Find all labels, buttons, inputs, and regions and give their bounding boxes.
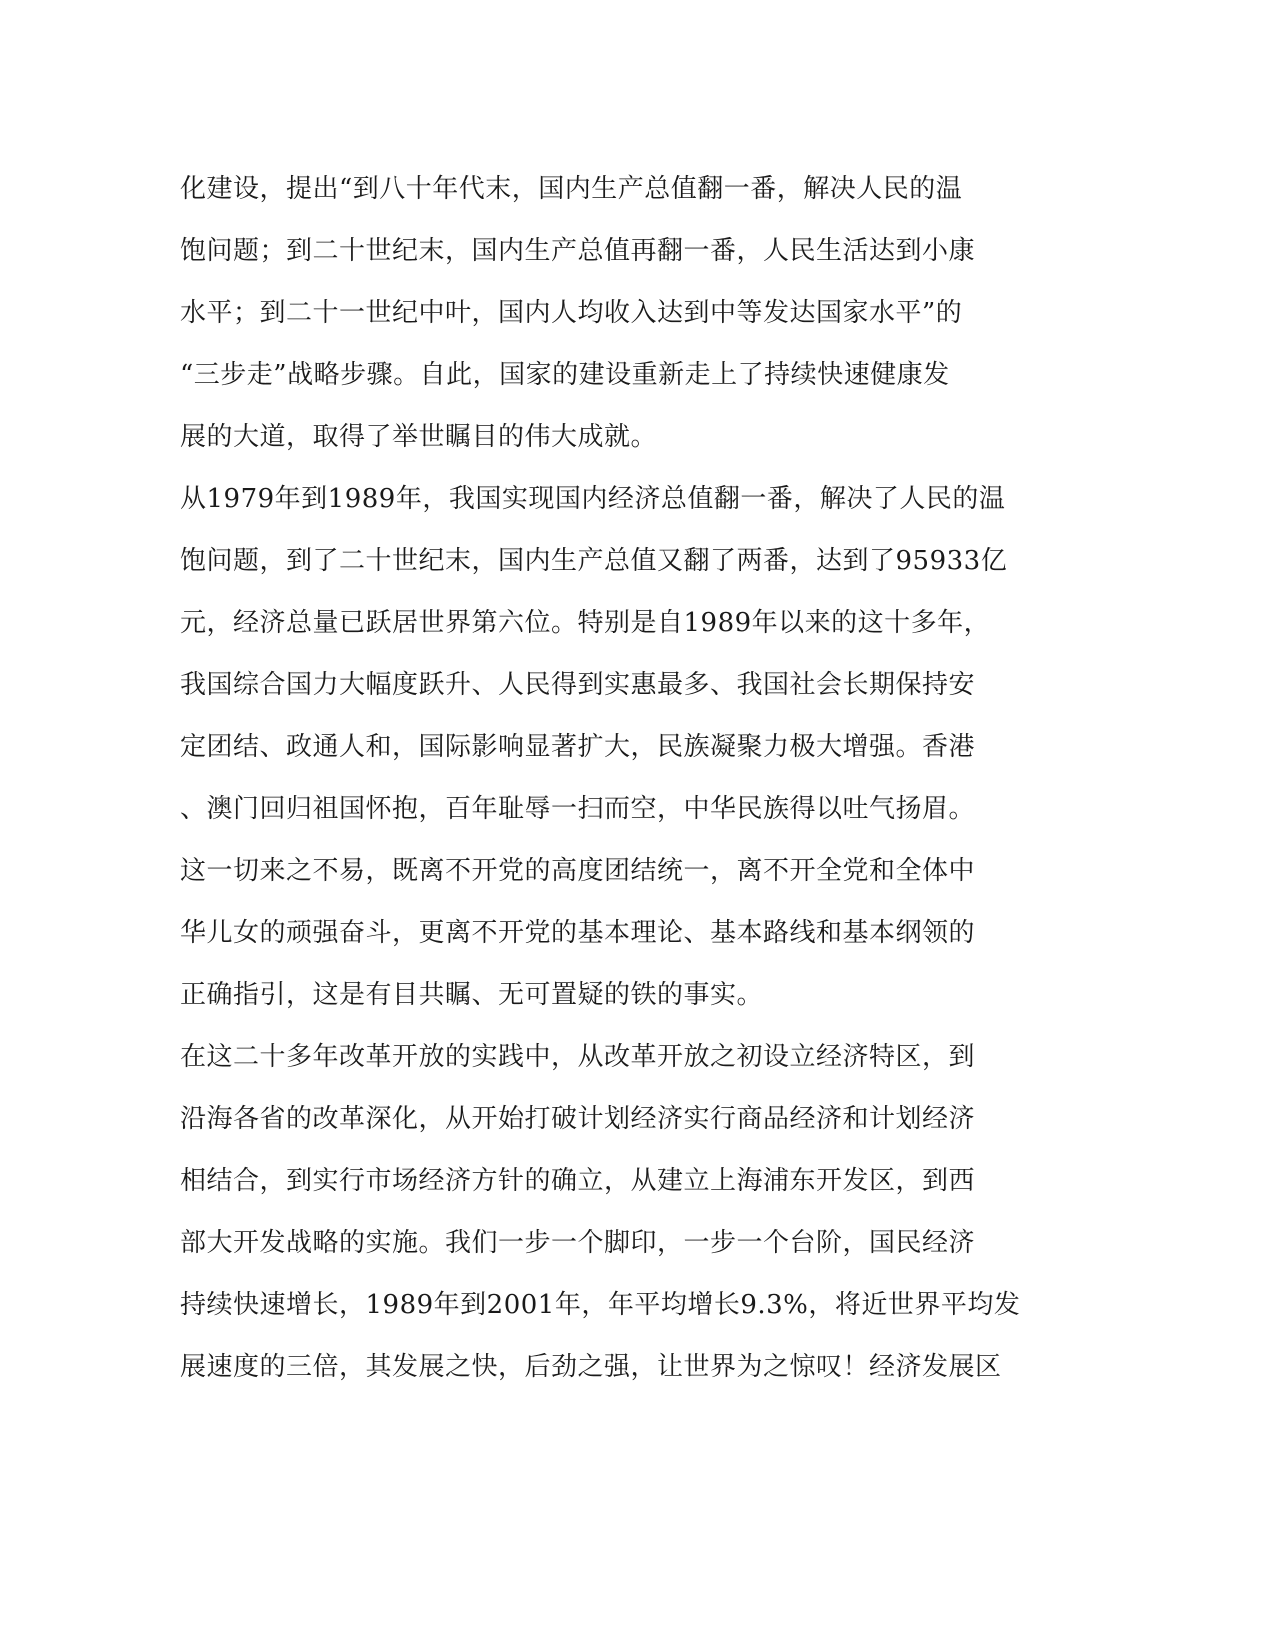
text-line: 部大开发战略的实施。我们一步一个脚印，一步一个台阶，国民经济 [180, 1228, 976, 1258]
text-line: 展速度的三倍，其发展之快，后劲之强，让世界为之惊叹！经济发展区 [180, 1352, 1002, 1382]
text-line: 在这二十多年改革开放的实践中，从改革开放之初设立经济特区，到 [180, 1042, 976, 1072]
text-line: 展的大道，取得了举世瞩目的伟大成就。 [180, 422, 658, 452]
text-line: 华儿女的顽强奋斗，更离不开党的基本理论、基本路线和基本纲领的 [180, 918, 976, 948]
text-line: 从1979年到1989年，我国实现国内经济总值翻一番，解决了人民的温 [180, 484, 1006, 514]
text-line: 定团结、政通人和，国际影响显著扩大，民族凝聚力极大增强。香港 [180, 732, 976, 762]
text-line: 相结合，到实行市场经济方针的确立，从建立上海浦东开发区，到西 [180, 1166, 976, 1196]
text-line: 饱问题，到了二十世纪末，国内生产总值又翻了两番，达到了95933亿 [180, 546, 1008, 576]
text-line: 、澳门回归祖国怀抱，百年耻辱一扫而空，中华民族得以吐气扬眉。 [180, 794, 976, 824]
text-line: 化建设，提出“到八十年代末，国内生产总值翻一番，解决人民的温 [180, 174, 963, 204]
text-line: “三步走”战略步骤。自此，国家的建设重新走上了持续快速健康发 [180, 360, 950, 390]
body-text [180, 158, 1040, 1398]
text-line: 饱问题；到二十世纪末，国内生产总值再翻一番，人民生活达到小康 [180, 236, 976, 266]
text-line: 正确指引，这是有目共瞩、无可置疑的铁的事实。 [180, 980, 764, 1010]
text-line: 水平；到二十一世纪中叶，国内人均收入达到中等发达国家水平”的 [180, 298, 963, 328]
text-line: 元，经济总量已跃居世界第六位。特别是自1989年以来的这十多年， [180, 608, 991, 638]
text-line: 持续快速增长，1989年到2001年，年平均增长9.3%，将近世界平均发 [180, 1290, 1021, 1320]
text-line: 这一切来之不易，既离不开党的高度团结统一，离不开全党和全体中 [180, 856, 976, 886]
text-line: 我国综合国力大幅度跃升、人民得到实惠最多、我国社会长期保持安 [180, 670, 976, 700]
text-line: 沿海各省的改革深化，从开始打破计划经济实行商品经济和计划经济 [180, 1104, 976, 1134]
